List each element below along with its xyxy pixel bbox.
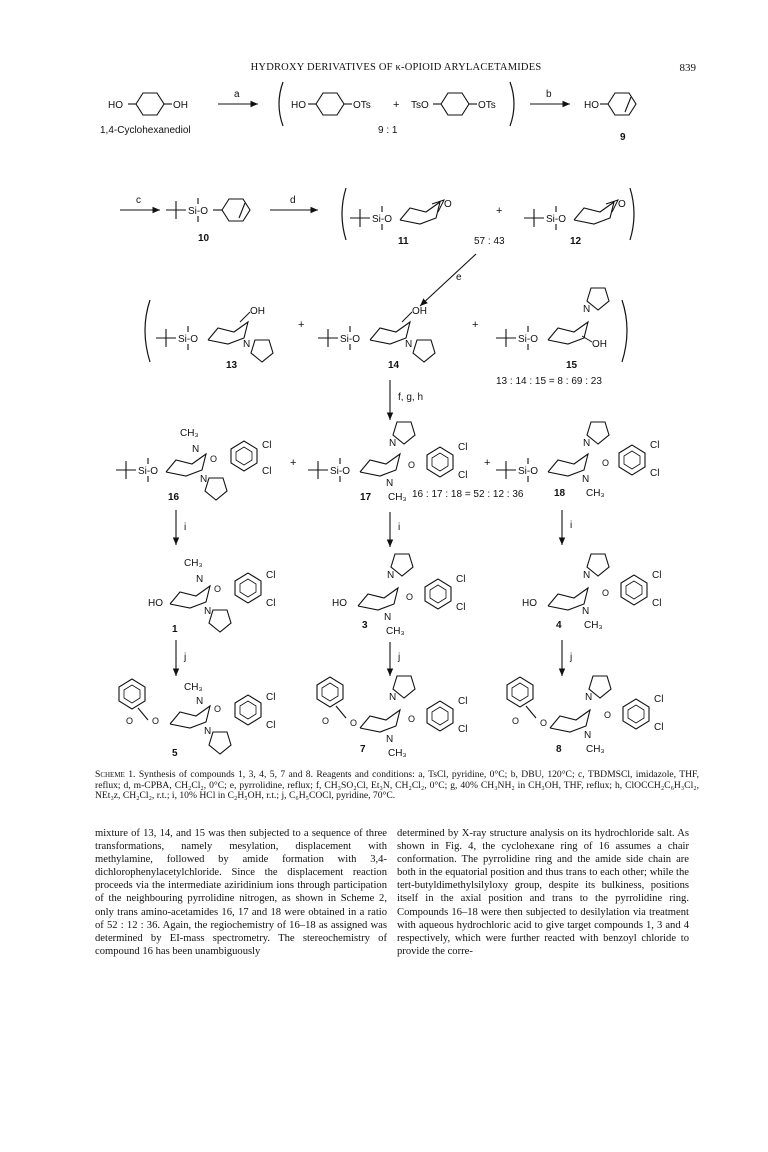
step-a: a <box>234 89 240 100</box>
svg-text:13: 13 <box>226 360 238 371</box>
compound-7 <box>317 676 467 759</box>
svg-text:1: 1 <box>172 624 178 635</box>
compound-monotosylate <box>291 93 371 115</box>
step-b: b <box>546 89 552 100</box>
compound-16 <box>116 428 271 503</box>
svg-text:17: 17 <box>360 492 372 503</box>
compound-18 <box>496 422 659 499</box>
body-right-column: determined by X-ray structure analysis on its hydrochloride salt. As shown in Fig. 4, the cyclohexane ring of 16 assumes a chair conformation. The pyrrolidine ring and the amide side chain are both in the equatorial position and thus trans to each other; while the tert-butyldimethylsilyloxy group, despite its bulkiness, positions itself in the axial position and trans to the pyrrolidine ring. Compounds 16–18 were then subjected to desilylation via treatment with aqueous hydrochloric acid to give target compounds 1, 3 and 4 respectively, which were further reacted with benzoyl chloride to provide the corre- <box>397 828 689 957</box>
svg-text:O: O <box>214 704 222 714</box>
svg-text:HO: HO <box>584 100 599 111</box>
svg-text:+: + <box>496 205 503 217</box>
group-ho: HO <box>108 100 123 111</box>
svg-text:j: j <box>570 652 573 663</box>
compound-cyclohexanediol <box>100 93 191 136</box>
svg-text:O: O <box>322 716 330 726</box>
svg-text:CH₃: CH₃ <box>388 492 407 503</box>
compound-12 <box>524 199 626 247</box>
svg-text:9: 9 <box>620 132 626 143</box>
svg-text:i: i <box>184 522 187 533</box>
compound-10 <box>166 198 250 244</box>
svg-text:N: N <box>196 574 204 585</box>
svg-text:N: N <box>204 606 212 617</box>
svg-text:O: O <box>618 199 626 210</box>
svg-text:N: N <box>386 734 394 745</box>
svg-text:i: i <box>570 520 573 531</box>
svg-text:+: + <box>472 319 479 331</box>
svg-text:j: j <box>398 652 401 663</box>
svg-text:N: N <box>585 692 593 703</box>
svg-text:O: O <box>408 714 416 724</box>
svg-text:Cl: Cl <box>652 598 662 609</box>
svg-text:N: N <box>200 474 208 485</box>
svg-text:CH₃: CH₃ <box>184 558 203 569</box>
svg-text:N: N <box>405 339 413 350</box>
svg-text:Si-O: Si-O <box>518 334 538 345</box>
svg-text:Cl: Cl <box>456 574 466 585</box>
svg-text:O: O <box>406 592 414 602</box>
svg-text:O: O <box>214 584 222 594</box>
group-oh: OH <box>173 100 188 111</box>
svg-text:8: 8 <box>556 744 562 755</box>
svg-text:Si-O: Si-O <box>546 214 566 225</box>
compound-14 <box>318 306 435 371</box>
svg-text:CH₃: CH₃ <box>388 748 407 759</box>
svg-text:N: N <box>386 478 394 489</box>
svg-text:N: N <box>243 339 251 350</box>
svg-text:OTs: OTs <box>353 100 371 111</box>
svg-text:Cl: Cl <box>458 696 468 707</box>
svg-text:Cl: Cl <box>654 694 664 705</box>
svg-text:CH₃: CH₃ <box>586 488 605 499</box>
svg-text:CH₃: CH₃ <box>184 682 203 693</box>
svg-text:O: O <box>152 716 160 726</box>
svg-text:N: N <box>192 444 200 455</box>
svg-text:11: 11 <box>398 236 409 247</box>
compound-4 <box>522 554 661 631</box>
caption-label: Scheme 1. <box>95 769 136 780</box>
svg-text:O: O <box>210 454 218 464</box>
svg-text:Cl: Cl <box>456 602 466 613</box>
compound-9 <box>584 93 636 143</box>
svg-text:N: N <box>582 474 590 485</box>
svg-text:O: O <box>444 199 452 210</box>
svg-text:Si-O: Si-O <box>138 466 158 477</box>
svg-text:+: + <box>290 457 297 469</box>
svg-text:N: N <box>584 730 592 741</box>
svg-text:Cl: Cl <box>458 470 468 481</box>
svg-text:Si-O: Si-O <box>372 214 392 225</box>
svg-text:O: O <box>126 716 134 726</box>
ratio-amides: 16 : 17 : 18 = 52 : 12 : 36 <box>412 489 524 500</box>
svg-text:16: 16 <box>168 492 180 503</box>
svg-text:Si-O: Si-O <box>178 334 198 345</box>
compound-8 <box>507 676 663 755</box>
scheme-caption <box>95 770 699 802</box>
page-number: 839 <box>679 62 696 74</box>
ratio-epoxides: 57 : 43 <box>474 236 505 247</box>
svg-text:O: O <box>408 460 416 470</box>
svg-text:Cl: Cl <box>266 570 276 581</box>
svg-text:O: O <box>540 718 548 728</box>
svg-text:12: 12 <box>570 236 582 247</box>
svg-text:Si-O: Si-O <box>340 334 360 345</box>
svg-text:OH: OH <box>592 339 607 350</box>
svg-text:CH₃: CH₃ <box>586 744 605 755</box>
svg-text:TsO: TsO <box>411 100 429 111</box>
step-e: e <box>456 272 462 283</box>
step-d: d <box>290 195 296 206</box>
svg-text:O: O <box>350 718 358 728</box>
svg-text:10: 10 <box>198 233 210 244</box>
compound-5 <box>119 679 275 759</box>
svg-text:15: 15 <box>566 360 578 371</box>
svg-text:N: N <box>582 606 590 617</box>
svg-text:OTs: OTs <box>478 100 496 111</box>
svg-text:Cl: Cl <box>262 466 272 477</box>
svg-text:18: 18 <box>554 488 566 499</box>
svg-text:N: N <box>387 570 395 581</box>
compound-11 <box>350 199 452 247</box>
svg-text:Si-O: Si-O <box>188 206 208 217</box>
svg-text:N: N <box>583 438 591 449</box>
svg-text:HO: HO <box>148 598 163 609</box>
svg-text:5: 5 <box>172 748 178 759</box>
svg-text:3: 3 <box>362 620 368 631</box>
svg-text:O: O <box>604 710 612 720</box>
caption-text: Synthesis of compounds 1, 3, 4, 5, 7 and 8. Reagents and conditions: a, TsCl, pyridine, 0°C; b, DBU, 120°C; c, TBDMSCl, imidazole, THF, reflux; d, m-CPBA, CH₂Cl₂, 0°C; e, pyrrolidine, reflux; f, CH₃SO₂Cl, Et₃N, CH₂Cl₂, 0°C; g, 40% CH₃NH₂ in CH₃OH, THF, reflux; h, ClOCCH₂C₆H₃Cl₂, NEt₃z, CH₂Cl₂, r.t.; i, 10% HCl in C₂H₅OH, r.t.; j, C₆H₅COCl, pyridine, 70°C. <box>95 769 699 802</box>
svg-text:N: N <box>204 726 212 737</box>
svg-text:+: + <box>484 457 491 469</box>
svg-text:4: 4 <box>556 620 562 631</box>
running-title: HYDROXY DERIVATIVES OF κ-OPIOID ARYLACETAMIDES <box>250 62 542 73</box>
svg-text:i: i <box>398 522 401 533</box>
step-c: c <box>136 195 141 206</box>
svg-text:Cl: Cl <box>650 440 660 451</box>
compound-ditosylate <box>411 93 496 115</box>
svg-text:OH: OH <box>412 306 427 317</box>
svg-text:Cl: Cl <box>262 440 272 451</box>
svg-text:CH₃: CH₃ <box>386 626 405 637</box>
start-label: 1,4-Cyclohexanediol <box>100 125 191 136</box>
svg-text:N: N <box>389 692 397 703</box>
svg-text:HO: HO <box>522 598 537 609</box>
svg-text:Cl: Cl <box>266 598 276 609</box>
compound-15 <box>496 288 609 371</box>
svg-text:Cl: Cl <box>652 570 662 581</box>
svg-text:O: O <box>512 716 520 726</box>
svg-text:O: O <box>602 458 610 468</box>
compound-3 <box>332 554 465 637</box>
svg-text:Cl: Cl <box>654 722 664 733</box>
svg-text:+: + <box>393 99 400 111</box>
svg-text:N: N <box>384 612 392 623</box>
svg-text:N: N <box>583 570 591 581</box>
svg-text:N: N <box>389 438 397 449</box>
svg-text:Cl: Cl <box>650 468 660 479</box>
svg-text:14: 14 <box>388 360 400 371</box>
svg-text:Si-O: Si-O <box>518 466 538 477</box>
svg-text:Cl: Cl <box>266 692 276 703</box>
svg-text:O: O <box>602 588 610 598</box>
svg-text:7: 7 <box>360 744 366 755</box>
svg-text:Cl: Cl <box>266 720 276 731</box>
svg-text:CH₃: CH₃ <box>584 620 603 631</box>
ratio-amino-alcohols: 13 : 14 : 15 = 8 : 69 : 23 <box>496 376 602 387</box>
svg-text:+: + <box>298 319 305 331</box>
svg-text:Cl: Cl <box>458 442 468 453</box>
svg-text:Cl: Cl <box>458 724 468 735</box>
svg-text:CH₃: CH₃ <box>180 428 199 439</box>
svg-text:N: N <box>583 304 591 315</box>
svg-text:N: N <box>196 696 204 707</box>
svg-text:HO: HO <box>332 598 347 609</box>
body-left-column: mixture of 13, 14, and 15 was then subjected to a sequence of three transformations, namely mesylation, displacement with methylamine, followed by amide formation with 3,4-dichlorophenylacetylchloride. Since the displacement reaction proceeds via the intermediate aziridinium ions through participation of the neighbouring pyrrolidine nitrogen, as shown in Scheme 2, only trans amino-acetamides 16, 17 and 18 were obtained in a ratio of 52 : 12 : 36. Again, the regiochemistry of 16–18 as assigned was determined by EI-mass spectrometry. The stereochemistry of compound 16 has been unambiguously <box>95 828 387 957</box>
svg-text:j: j <box>184 652 187 663</box>
step-fgh: f, g, h <box>398 392 424 403</box>
svg-text:OH: OH <box>250 306 265 317</box>
compound-13 <box>156 306 273 371</box>
ratio-tosylates: 9 : 1 <box>378 125 398 136</box>
svg-text:HO: HO <box>291 100 306 111</box>
compound-1 <box>148 558 275 635</box>
svg-text:Si-O: Si-O <box>330 466 350 477</box>
